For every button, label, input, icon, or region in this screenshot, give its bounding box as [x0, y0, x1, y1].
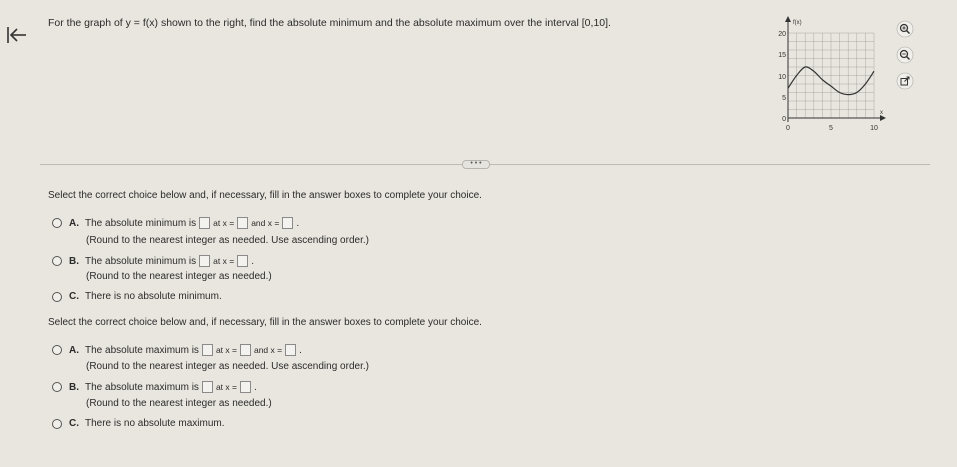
- max-choice-a-letter: A.: [69, 344, 79, 356]
- x-tick-10: 10: [870, 125, 878, 132]
- max-choice-b-radio[interactable]: [52, 382, 62, 392]
- x-axis-label: x: [880, 110, 883, 116]
- min-choice-a-note: (Round to the nearest integer as needed. Use ascending order.): [86, 235, 369, 246]
- max-choice-c-letter: C.: [69, 418, 79, 429]
- min-instruction: Select the correct choice below and, if necessary, fill in the answer boxes to complete your choice.: [48, 190, 482, 201]
- x-tick-5: 5: [829, 125, 833, 132]
- max-choice-c[interactable]: [52, 418, 225, 429]
- question-interval: [0,10].: [581, 17, 611, 29]
- zoom-in-icon[interactable]: [896, 20, 914, 38]
- max-a-x2-box[interactable]: [285, 344, 296, 356]
- max-a-value-box[interactable]: [202, 344, 213, 356]
- y-tick-10: 10: [778, 74, 786, 81]
- y-tick-20: 20: [778, 31, 786, 38]
- max-choice-b-note: (Round to the nearest integer as needed.): [86, 398, 272, 409]
- max-b-x-box[interactable]: [240, 381, 251, 393]
- min-a-x1-box[interactable]: [237, 217, 248, 229]
- y-tick-0: 0: [782, 116, 786, 123]
- question-prefix: For the graph of: [48, 17, 123, 29]
- min-choice-b-radio[interactable]: [52, 256, 62, 266]
- max-choice-a-text1: The absolute maximum is: [85, 344, 199, 356]
- min-a-x2-box[interactable]: [282, 217, 293, 229]
- x-tick-0: 0: [786, 125, 790, 132]
- min-choice-b[interactable]: [52, 255, 254, 267]
- min-choice-c-text: There is no absolute minimum.: [85, 291, 222, 302]
- min-choice-b-text1: The absolute minimum is: [85, 255, 197, 267]
- zoom-out-icon[interactable]: [896, 46, 914, 64]
- min-choice-b-letter: B.: [69, 255, 79, 267]
- max-choice-a[interactable]: [52, 344, 302, 356]
- min-b-value-box[interactable]: [199, 255, 210, 267]
- min-choice-c-radio[interactable]: [52, 292, 62, 302]
- max-choice-b-text1: The absolute maximum is: [85, 381, 199, 393]
- min-choice-a-radio[interactable]: [52, 218, 62, 228]
- max-choice-a-text2: at x =: [215, 345, 237, 355]
- max-choice-a-text3: and x =: [253, 345, 283, 355]
- max-choice-b-text2: at x =: [215, 382, 237, 392]
- min-a-value-box[interactable]: [199, 217, 210, 229]
- max-choice-a-period: .: [299, 344, 302, 356]
- max-choice-c-radio[interactable]: [52, 419, 62, 429]
- max-choice-a-radio[interactable]: [52, 345, 62, 355]
- min-choice-a[interactable]: [52, 217, 299, 229]
- min-choice-a-letter: A.: [69, 217, 79, 229]
- question-text: [48, 17, 611, 29]
- max-choice-b[interactable]: [52, 381, 257, 393]
- question-middle: shown to the right, find the absolute minimum and the absolute maximum over the interval: [160, 17, 579, 29]
- question-function: y = f(x): [125, 17, 159, 29]
- min-choice-c[interactable]: [52, 291, 222, 302]
- max-choice-c-text: There is no absolute maximum.: [85, 418, 225, 429]
- more-button[interactable]: • • •: [462, 160, 490, 169]
- y-axis-arrow: [785, 16, 791, 22]
- max-choice-b-period: .: [253, 381, 257, 393]
- max-choice-a-note: (Round to the nearest integer as needed. Use ascending order.): [86, 361, 369, 372]
- min-choice-b-note: (Round to the nearest integer as needed.): [86, 271, 272, 282]
- min-choice-b-text2: at x =: [213, 256, 235, 266]
- min-choice-a-text2: at x =: [213, 218, 235, 228]
- back-arrow-icon[interactable]: [6, 24, 28, 46]
- y-tick-5: 5: [782, 95, 786, 102]
- max-instruction: Select the correct choice below and, if necessary, fill in the answer boxes to complete your choice.: [48, 317, 482, 328]
- min-b-x-box[interactable]: [237, 255, 248, 267]
- min-choice-c-letter: C.: [69, 291, 79, 302]
- y-axis-label: f(x): [793, 20, 802, 26]
- function-graph: [770, 16, 890, 138]
- min-choice-b-period: .: [251, 255, 254, 267]
- max-choice-b-letter: B.: [69, 381, 79, 393]
- y-tick-15: 15: [778, 52, 786, 59]
- min-choice-a-text1: The absolute minimum is: [85, 217, 197, 229]
- max-b-value-box[interactable]: [202, 381, 213, 393]
- min-choice-a-text3: and x =: [251, 218, 280, 228]
- popout-icon[interactable]: [896, 72, 914, 90]
- min-choice-a-period: .: [296, 217, 300, 229]
- graph-grid: [788, 33, 874, 118]
- max-a-x1-box[interactable]: [240, 344, 251, 356]
